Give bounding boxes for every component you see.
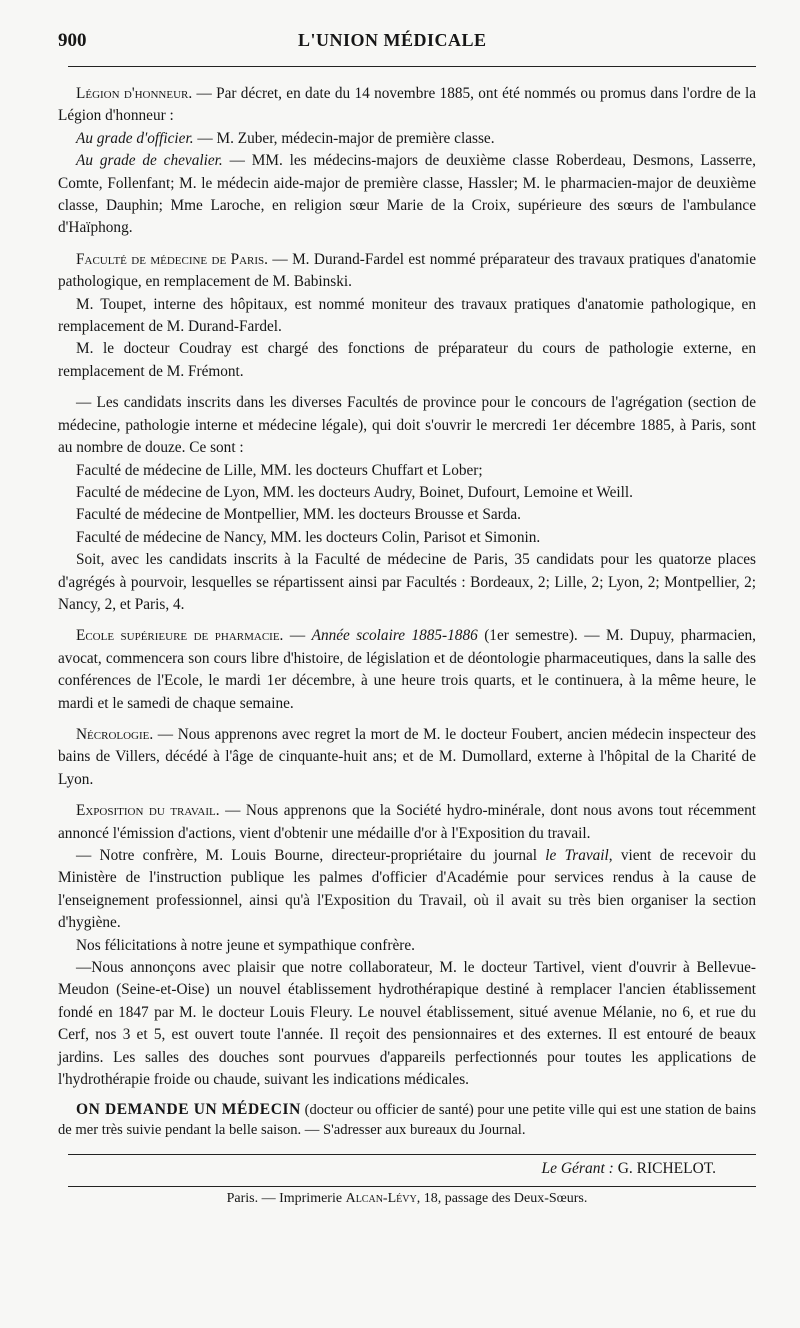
notice-demande-medecin: ON DEMANDE UN MÉDECIN (docteur ou officier de santé) pour une petite ville qui est une station de bains de mer très suivie pendant la belle saison. — S'adresser aux bureaux du Journal. xyxy=(58,1101,756,1139)
paragraph-coudray: M. le docteur Coudray est chargé des fonctions de préparateur du cours de pathologie externe, en remplacement de M. Frémont. xyxy=(58,340,756,380)
paragraph-ecole: Ecole supérieure de pharmacie. — Année scolaire 1885-1886 (1er semestre). — M. Dupuy, pharmacien, avocat, commencera son cours libre d'histoire, de législation et de déontologie pharmaceutiques, dans la salle des conférences de l'Ecole, le mardi 1er décembre, à une heure trois quarts, et le continuera, à la même heure, le mardi et le samedi de chaque semaine. xyxy=(58,627,756,712)
notice-heading: ON DEMANDE UN MÉDECIN xyxy=(76,1101,301,1119)
paragraph-nancy: Faculté de médecine de Nancy, MM. les docteurs Colin, Parisot et Simonin. xyxy=(76,528,541,546)
section-heading-ecole: Ecole supérieure de pharmacie. xyxy=(76,627,284,645)
paragraph-faculte: Faculté de médecine de Paris. — M. Durand-Fardel est nommé préparateur des travaux pratiques d'anatomie pathologique, en remplacement de M. Babinski. xyxy=(58,250,756,291)
section-heading-exposition: Exposition du travail. xyxy=(76,802,220,820)
paragraph-bourne: — Notre confrère, M. Louis Bourne, directeur-propriétaire du journal le Travail, vient de recevoir du Ministère de l'instruction publique les palmes d'officier d'Académie pour services rendus à la cause de l'enseignement professionnel, ainsi qu'à l'Exposition du Travail, où il avait su très bien organiser la section d'hygiène. xyxy=(58,847,756,932)
section-heading-legion: Légion d'honneur. xyxy=(76,85,193,102)
paragraph-toupet: M. Toupet, interne des hôpitaux, est nommé moniteur des travaux pratiques d'anatomie pathologique, en remplacement de M. Durand-Fardel. xyxy=(58,295,756,336)
paragraph-montpellier: Faculté de médecine de Montpellier, MM. les docteurs Brousse et Sarda. xyxy=(76,506,521,524)
paragraph-officier: Au grade d'officier. — M. Zuber, médecin-major de première classe. xyxy=(76,129,495,147)
paragraph-lille: Faculté de médecine de Lille, MM. les docteurs Chuffart et Lober; xyxy=(76,461,483,479)
page-number: 900 xyxy=(58,30,87,51)
paragraph-exposition: Exposition du travail. — Nous apprenons que la Société hydro-minérale, dont nous avons tout récemment annoncé l'émission d'actions, vient d'obtenir une médaille d'or à l'Exposition du travail. xyxy=(58,802,756,842)
paragraph-felicitations: Nos félicitations à notre jeune et sympathique confrère. xyxy=(76,936,415,954)
paragraph-legion: Légion d'honneur. — Par décret, en date du 14 novembre 1885, ont été nommés ou promus dans l'ordre de la Légion d'honneur : xyxy=(58,85,756,125)
article-body xyxy=(58,83,756,1140)
header-rule xyxy=(68,66,756,67)
section-heading-faculte: Faculté de médecine de Paris. xyxy=(76,250,268,268)
gerant-line: Le Gérant : G. RICHELOT. xyxy=(541,1160,716,1178)
paragraph-necrologie: Nécrologie. — Nous apprenons avec regret la mort de M. le docteur Foubert, ancien médecin inspecteur des bains de Villers, décédé à l'âge de cinquante-huit ans; et de M. Dumollard, externe à l'hôpital de la Charité de Lyon. xyxy=(58,725,756,788)
running-title: L'UNION MÉDICALE xyxy=(298,30,487,50)
paragraph-lyon: Faculté de médecine de Lyon, MM. les docteurs Audry, Boinet, Dufourt, Lemoine et Weill. xyxy=(76,483,633,501)
paragraph-candidats: — Les candidats inscrits dans les diverses Facultés de province pour le concours de l'agrégation (section de médecine, pathologie interne et médecine légale), qui doit s'ouvrir le mercredi 1er décembre 1885, à Paris, sont au nombre de douze. Ce sont : xyxy=(58,394,756,457)
imprint-line: Paris. — Imprimerie Alcan-Lévy, 18, passage des Deux-Sœurs. xyxy=(226,1191,588,1207)
paragraph-tartivel: —Nous annonçons avec plaisir que notre collaborateur, M. le docteur Tartivel, vient d'ouvrir à Bellevue-Meudon (Seine-et-Oise) un nouvel établissement hydrothérapique destiné à remplacer l'ancien établissement fondé en 1847 par M. le docteur Louis Fleury. Le nouvel établissement, situé avenue Mélanie, no 6, et rue du Cerf, nos 3 et 5, est ouvert toute l'année. Il reçoit des pensionnaires et des externes. Il est entouré de beaux jardins. Les salles des douches sont pourvues d'appareils perfectionnés pour toutes les applications de l'hydrothérapie froide ou chaude, suivant les indications médicales. xyxy=(58,959,756,1089)
paragraph-chevalier: Au grade de chevalier. — MM. les médecins-majors de deuxième classe Roberdeau, Desmons, Lasserre, Comte, Follenfant; M. le médecin aide-major de première classe, Hassler; M. le pharmacien-major de deuxième classe, Dauphin; Mme Laroche, en religion sœur Marie de la Croix, supérieure des sœurs de l'ambulance d'Haïphong. xyxy=(58,152,756,237)
page-header xyxy=(58,30,756,64)
section-heading-necrologie: Nécrologie. xyxy=(76,725,154,743)
paragraph-soit: Soit, avec les candidats inscrits à la Faculté de médecine de Paris, 35 candidats pour les quatorze places d'agrégés à pourvoir, lesquelles se répartissent ainsi par Facultés : Bordeaux, 2; Lille, 2; Lyon, 2; Montpellier, 2; Nancy, 2, et Paris, 4. xyxy=(58,551,756,613)
